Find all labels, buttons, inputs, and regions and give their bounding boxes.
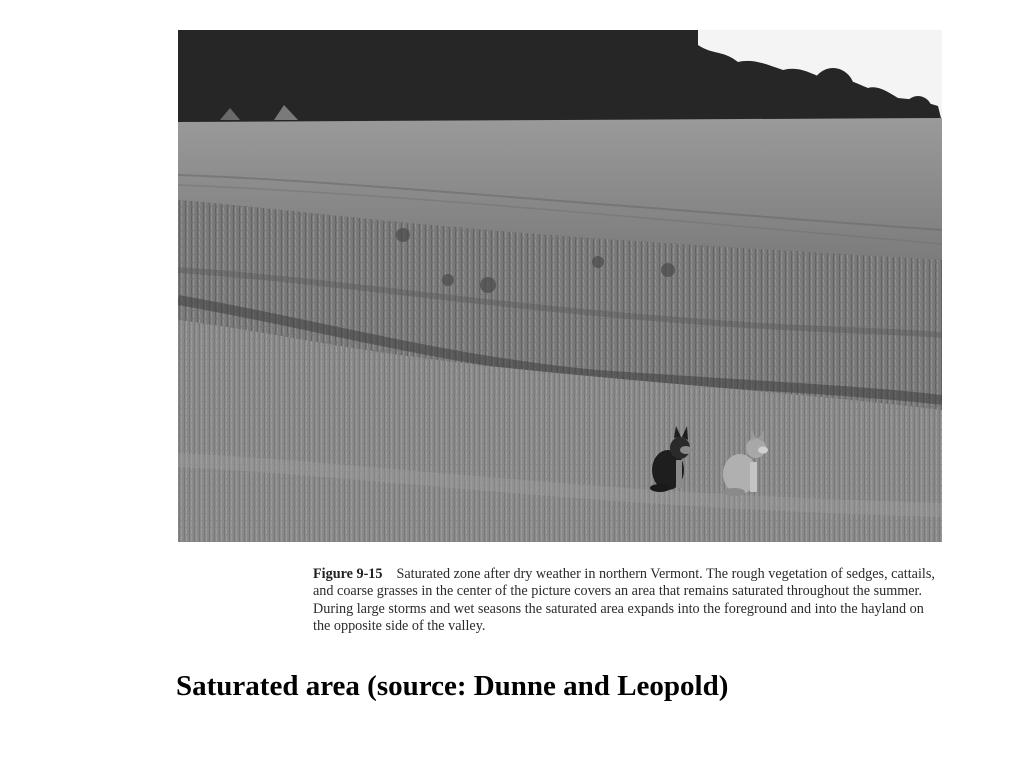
- field-photo-drawing: [178, 30, 942, 542]
- field-photo: [178, 30, 942, 542]
- figure-caption: [313, 566, 941, 636]
- slide-title: Saturated area (source: Dunne and Leopold): [176, 670, 729, 702]
- figure-caption-text: Saturated zone after dry weather in northern Vermont. The rough vegetation of sedges, cattails, and coarse grasses in the center of the picture covers an area that remains saturated throughout the summer. During large storms and wet seasons the saturated area expands into the foreground and into the hayland on the opposite side of the valley.: [313, 566, 935, 635]
- figure-label: Figure 9-15: [313, 566, 383, 582]
